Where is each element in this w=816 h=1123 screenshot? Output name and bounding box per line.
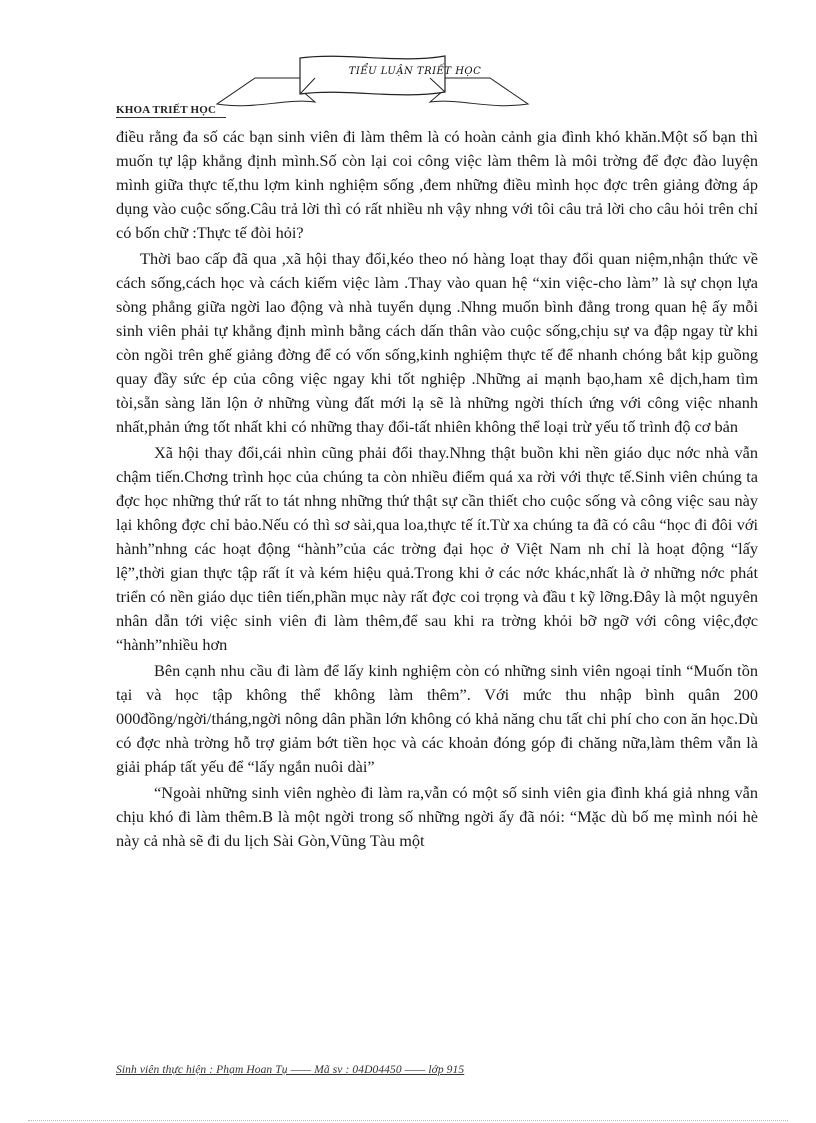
paragraph-5: “Ngoài những sinh viên nghèo đi làm ra,vẫn có một số sinh viên gia đình khá giả nhng vẫn chịu khó đi làm thêm.B là một ngời trong số những ngời ấy đã nói: “Mặc dù bố mẹ mình nói hè này cả nhà sẽ đi du lịch Sài Gòn,Vũng Tàu một	[116, 783, 758, 850]
header-rule	[116, 117, 226, 118]
faculty-label: KHOA TRIẾT HỌC	[116, 104, 217, 116]
footer-student-info: Sinh viên thực hiện : Phạm Hoan Tụ —— Mã sv : 04D04450 —— lớp 915	[116, 1064, 465, 1076]
page-divider	[28, 1120, 788, 1121]
paragraph-4: Bên cạnh nhu cầu đi làm để lấy kinh nghiệm còn có những sinh viên ngoại tỉnh “Muốn tồn tại và học tập không thể không làm thêm”. Với mức thu nhập bình quân 200 000đồng/ngời/tháng,ngời nông dân phần lớn không có khả năng chu tất chi phí cho con ăn học.Dù có đợc nhà trờng hỗ trợ giảm bớt tiền học và các khoản đóng góp đi chăng nữa,làm thêm vẫn là giải pháp tất yếu để “lấy ngắn nuôi dài”	[116, 661, 758, 776]
paragraph-3: Xã hội thay đổi,cái nhìn cũng phải đổi thay.Nhng thật buồn khi nền giáo dục nớc nhà vẫn chậm tiến.Chơng trình học của chúng ta còn nhiều điểm quá xa rời với thực tế.Sinh viên chúng ta đợc học những thứ rất to tát nhng những thứ thật sự cần thiết cho cuộc sống và công việc sau này lại không đợc chỉ bảo.Nếu có thì sơ sài,qua loa,thực tế ít.Từ xa chúng ta đã có câu “học đi đôi với hành”nhng các hoạt động “hành”của các trờng đại học ở Việt Nam nh chỉ là hoạt động “lấy lệ”,thời gian thực tập rất ít và kém hiệu quả.Trong khi ở các nớc khác,nhất là ở những nớc phát triển có nền giáo dục tiên tiến,phần mục này rất đợc coi trọng và đầu t kỹ lỡng.Đây là một nguyên nhân dẫn tới việc sinh viên đi làm thêm,để sau khi ra trờng khỏi bỡ ngỡ với công việc,đợc “hành”nhiều hơn	[116, 443, 758, 654]
paragraph-1: điều rằng đa số các bạn sinh viên đi làm thêm là có hoàn cảnh gia đình khó khăn.Một số bạn thì muốn tự lập khẳng định mình.Số còn lại coi công việc làm thêm là môi trờng để đợc đào luyện mình giữa thực tế,thu lợm kinh nghiệm sống ,đem những điều mình học đợc trên giảng đờng áp dụng vào cuộc sống.Câu trả lời thì có rất nhiều nh vậy nhng với tôi câu trả lời cho câu hỏi trên chỉ có bốn chữ :Thực tế đòi hỏi?	[116, 127, 758, 242]
banner-title: TIỂU LUẬN TRIẾT HỌC	[348, 66, 482, 77]
document-body	[116, 125, 758, 855]
banner-ribbon	[215, 52, 530, 110]
paragraph-2: Thời bao cấp đã qua ,xã hội thay đổi,kéo theo nó hàng loạt thay đổi quan niệm,nhận thức về cách sống,cách học và cách kiếm việc làm .Thay vào quan hệ “xin việc-cho làm” là sự chọn lựa sòng phẳng giữa ngời lao động và nhà tuyển dụng .Nhng muốn bình đẳng trong quan hệ ấy mỗi sinh viên phải tự khẳng định mình bằng cách dấn thân vào cuộc sống,chịu sự va đập ngay từ khi còn ngồi trên ghế giảng đờng để có vốn sống,kinh nghiệm thực tế để nhanh chóng bắt kịp guồng quay đầy sức ép của công việc ngay khi tốt nghiệp .Những ai mạnh bạo,ham xê dịch,ham tìm tòi,sẵn sàng lăn lộn ở những vùng đất mới lạ sẽ là những ngời thích ứng với công việc nhanh nhất,phản ứng tốt nhất khi có những thay đổi-tất nhiên không thể loại trừ yếu tố trình độ cơ bản	[116, 249, 758, 436]
